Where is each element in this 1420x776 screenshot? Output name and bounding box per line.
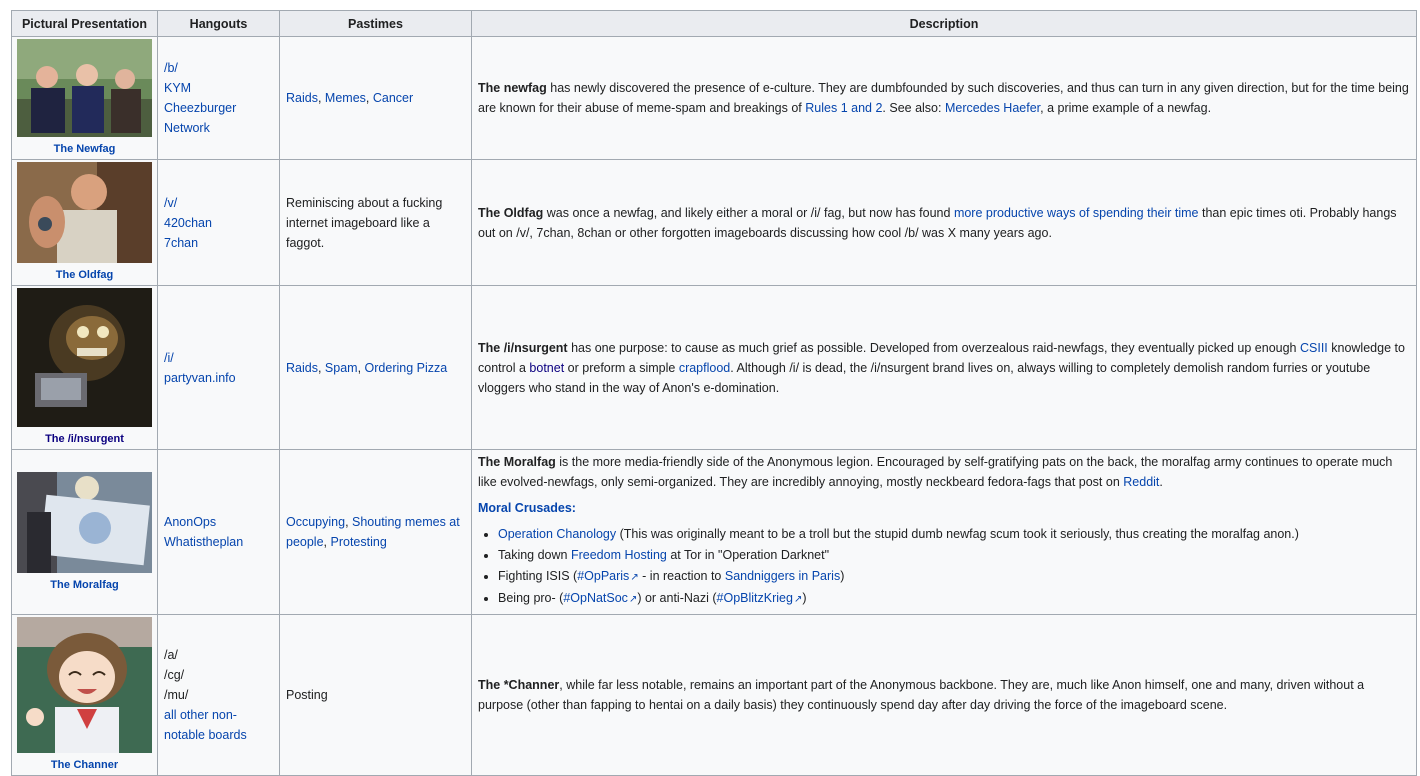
pastime-link[interactable]: Memes — [324, 91, 366, 105]
description-link[interactable]: Reddit — [1123, 475, 1160, 489]
description-text: than epic times oti. Probably hangs out on /v/, 7chan, 8chan or other forgotten imageboards discussing how cool /b/ was X many years ago. — [478, 205, 1397, 240]
header-pastimes: Pastimes — [280, 11, 472, 37]
picture-cell — [12, 450, 158, 615]
separator: , — [317, 360, 325, 375]
separator: , — [323, 535, 331, 549]
list-item — [498, 566, 1410, 588]
external-link-icon: ↗ — [628, 594, 638, 605]
description-text: has newly discovered the presence of e-culture. They are dumbfounded by such discoveries, and thus can turn in any given direction, but for the time being are known for their abuse of meme-spam and breakings of — [478, 81, 1409, 115]
channer-image[interactable] — [17, 617, 152, 753]
picture-cell — [12, 286, 158, 450]
hangouts-cell — [158, 615, 280, 776]
hangout-link[interactable]: 7chan — [164, 235, 199, 250]
list-link[interactable]: Operation Chanology — [498, 527, 617, 541]
description-title: The *Channer — [478, 678, 560, 692]
list-text: - in reaction to — [638, 569, 725, 583]
description-link[interactable]: botnet — [529, 360, 565, 375]
description-cell — [472, 286, 1417, 450]
list-text: Taking down — [498, 548, 571, 562]
list-item — [498, 524, 1410, 545]
description-text: , while far less notable, remains an important part of the Anonymous backbone. They are, much like Anon himself, one and many, driven without a purpose (other than fapping to hentai on a daily basis) they continuously spend day after day driving the force of the imageboard scene. — [478, 678, 1365, 712]
oldfag-image[interactable] — [17, 162, 152, 263]
hangout-link[interactable]: Network — [164, 121, 210, 135]
newfag-image[interactable] — [17, 39, 152, 137]
picture-cell — [12, 160, 158, 286]
picture-caption[interactable]: The Channer — [50, 759, 119, 771]
hangouts-cell — [158, 160, 280, 286]
pastime-link[interactable]: Raids — [286, 360, 318, 375]
list-item — [498, 588, 1410, 610]
description-text: . Although /i/ is dead, the /i/nsurgent brand lives on, always willing to completely demolish random furries or youtube vloggers who stand in the way of Anon's e-domination. — [478, 360, 1371, 395]
pastime-text: Reminiscing about a fucking internet imageboard like a faggot. — [286, 195, 443, 250]
moralfag-image[interactable] — [17, 472, 152, 573]
external-link-icon: ↗ — [793, 594, 803, 605]
picture-caption[interactable]: The Newfag — [53, 143, 116, 155]
hangout-link[interactable]: /v/ — [164, 195, 178, 210]
pastimes-cell — [280, 615, 472, 776]
hangout-link[interactable]: 420chan — [164, 215, 212, 230]
table-row — [12, 160, 1417, 286]
list-text: ) or anti-Nazi ( — [637, 591, 717, 605]
header-pictural: Pictural Presentation — [12, 11, 158, 37]
picture-cell — [12, 615, 158, 776]
header-description: Description — [472, 11, 1417, 37]
header-hangouts: Hangouts — [158, 11, 280, 37]
description-text: or preform a simple — [564, 360, 679, 375]
list-link[interactable]: Sandniggers in Paris — [724, 569, 841, 583]
insurgent-image[interactable] — [17, 288, 152, 427]
description-link[interactable]: more productive ways of spending their time — [953, 205, 1199, 220]
hangouts-cell — [158, 37, 280, 160]
description-text: is the more media-friendly side of the Anonymous legion. Encouraged by self-gratifying pats on the back, the moralfag army continues to operate much like evolved-newfags, only semi-organized. They are incredibly annoying, mostly neckbeard fedora-fags that post on — [478, 455, 1393, 489]
hangout-link[interactable]: /b/ — [164, 61, 178, 75]
description-text: . — [1159, 475, 1163, 489]
pastimes-cell — [280, 450, 472, 615]
description-text: knowledge to control a — [478, 340, 1405, 375]
pastimes-cell — [280, 160, 472, 286]
picture-cell — [12, 37, 158, 160]
hangouts-cell — [158, 286, 280, 450]
list-link[interactable]: #OpNatSoc — [563, 591, 628, 605]
picture-caption[interactable]: The Oldfag — [55, 269, 114, 281]
hangout-link[interactable]: Whatistheplan — [164, 535, 244, 549]
picture-caption[interactable]: The Moralfag — [50, 578, 119, 591]
external-link-icon: ↗ — [630, 572, 639, 583]
hangout-text: /mu/ — [164, 688, 189, 702]
description-cell — [472, 450, 1417, 615]
anon-types-table — [11, 10, 1417, 776]
description-cell — [472, 615, 1417, 776]
hangout-link[interactable]: AnonOps — [164, 515, 217, 529]
description-title: The /i/nsurgent — [478, 340, 568, 355]
description-title: The newfag — [478, 81, 547, 95]
table-row — [12, 450, 1417, 615]
hangout-link[interactable]: Cheezburger — [164, 101, 237, 115]
separator: , — [317, 91, 325, 105]
description-link[interactable]: crapflood — [678, 360, 731, 375]
hangout-text: /a/ — [164, 648, 178, 662]
hangout-link[interactable]: KYM — [164, 81, 192, 95]
list-text: Being pro- ( — [498, 591, 564, 605]
pastime-link[interactable]: Raids — [286, 91, 318, 105]
list-text: Fighting ISIS ( — [498, 569, 578, 583]
list-text: ) — [802, 591, 807, 605]
description-text: was once a newfag, and likely either a moral or /i/ fag, but now has found — [543, 205, 954, 220]
table-row — [12, 615, 1417, 776]
description-text: , a prime example of a newfag. — [1040, 101, 1212, 115]
separator: , — [357, 360, 365, 375]
description-cell — [472, 160, 1417, 286]
description-text: has one purpose: to cause as much grief as possible. Developed from overzealous raid-newfags, they eventually picked up enough — [567, 340, 1300, 355]
table-row — [12, 37, 1417, 160]
description-link[interactable]: Rules 1 and 2 — [805, 101, 883, 115]
list-link[interactable]: #OpBlitzKrieg — [716, 591, 793, 605]
pastime-link[interactable]: Occupying — [286, 515, 346, 529]
description-title: The Oldfag — [478, 205, 544, 220]
pastime-link[interactable]: Cancer — [372, 91, 414, 105]
separator: , — [365, 91, 373, 105]
pastime-link[interactable]: Ordering Pizza — [364, 360, 448, 375]
description-title: The Moralfag — [478, 455, 556, 469]
hangout-text: /cg/ — [164, 668, 185, 682]
description-link[interactable]: CSIII — [1299, 340, 1328, 355]
table-row — [12, 286, 1417, 450]
pastime-text: Posting — [286, 688, 328, 702]
pastimes-cell — [280, 286, 472, 450]
picture-caption[interactable]: The /i/nsurgent — [45, 433, 124, 445]
pastime-link[interactable]: Spam — [324, 360, 358, 375]
separator: , — [345, 515, 353, 529]
hangout-link[interactable]: partyvan.info — [164, 370, 236, 385]
list-text: (This was originally meant to be a troll but the stupid dumb newfag scum took it seriously, thus creating the moralfag anon.) — [616, 527, 1299, 541]
pastimes-cell — [280, 37, 472, 160]
list-text: ) — [840, 569, 845, 583]
description-text: . See also: — [882, 101, 945, 115]
list-link[interactable]: #OpParis — [577, 569, 630, 583]
list-link[interactable]: Freedom Hosting — [570, 548, 667, 562]
description-link[interactable]: Mercedes Haefer — [944, 101, 1041, 115]
hangout-link[interactable]: /i/ — [164, 350, 174, 365]
pastime-link[interactable]: Shouting memes at people — [286, 515, 460, 549]
crusades-list — [478, 524, 1410, 610]
hangouts-cell — [158, 450, 280, 615]
list-item — [498, 545, 1410, 566]
table-header-row — [12, 11, 1417, 37]
list-text: at Tor in "Operation Darknet" — [666, 548, 830, 562]
description-cell — [472, 37, 1417, 160]
hangout-link[interactable]: all other non-notable boards — [164, 708, 247, 742]
pastime-link[interactable]: Protesting — [330, 535, 387, 549]
moral-crusades-heading: Moral Crusades: — [478, 501, 576, 515]
